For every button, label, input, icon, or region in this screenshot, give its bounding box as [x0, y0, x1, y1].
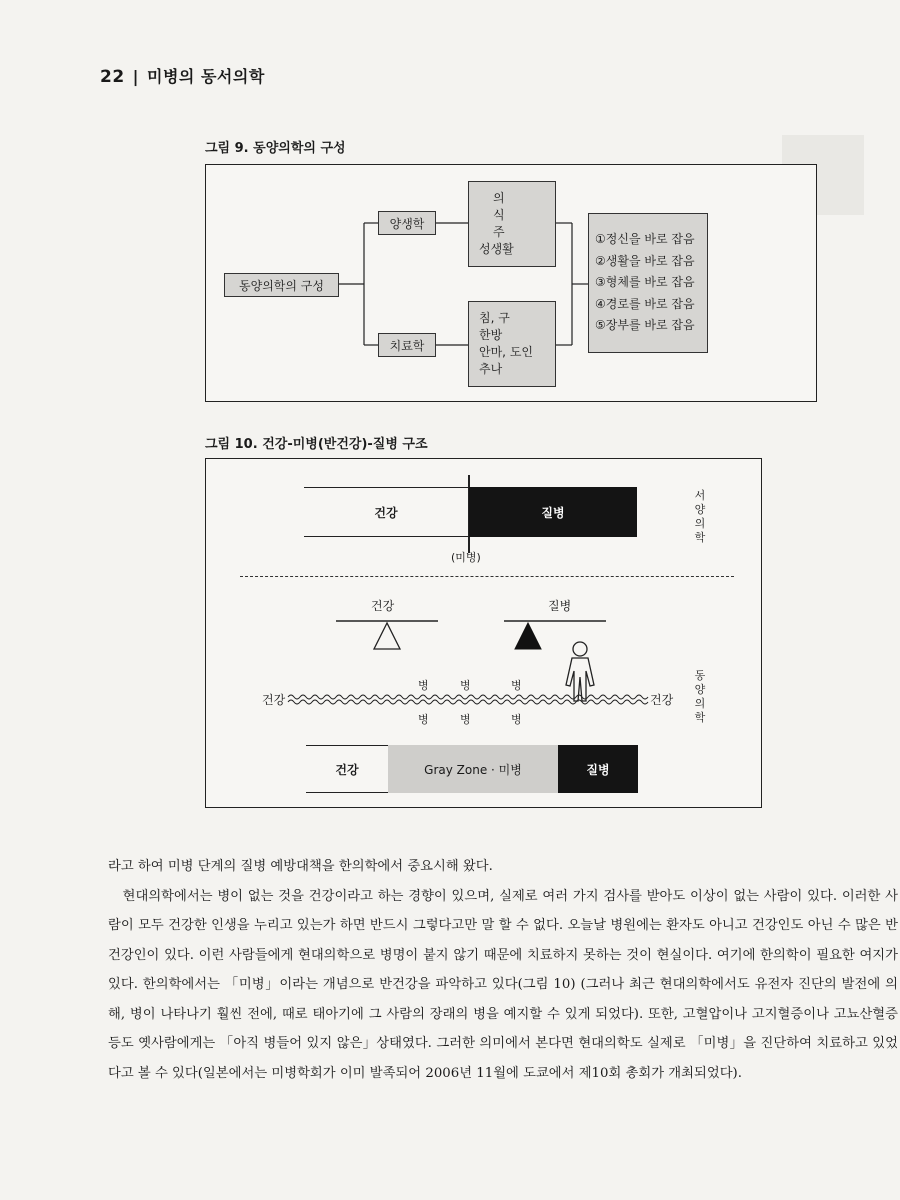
root-box: 동양의학의 구성 [224, 273, 339, 297]
side-char: 양 [694, 683, 706, 696]
header-separator: | [132, 67, 140, 86]
west-health-label: 건강 [374, 505, 398, 520]
figure10-title: 그림 10. 건강-미병(반건강)-질병 구조 [205, 437, 428, 452]
disease-fulcrum-icon [515, 623, 541, 649]
west-disease-label: 질병 [541, 505, 565, 520]
wave-right-label: 건강 [650, 693, 674, 707]
side-char: 양 [694, 503, 706, 516]
byeong-top-3: 병 [511, 679, 522, 692]
body-line-1: 라고 하여 미병 단계의 질병 예방대책을 한의학에서 중요시해 왔다. [108, 859, 493, 874]
list-item: 의 [493, 191, 505, 205]
list-item: ③형체를 바로 잡음 [595, 275, 695, 290]
yangsaeng-items [468, 181, 556, 267]
list-item: 안마, 도인 [479, 345, 533, 359]
list-item: ②생활을 바로 잡음 [595, 253, 695, 268]
person-icon [566, 642, 594, 701]
wave-left-label: 건강 [262, 693, 286, 707]
branch-chiryo: 치료학 [378, 333, 436, 357]
list-item: ⑤장부를 바로 잡음 [595, 318, 695, 333]
figure10-frame [205, 458, 762, 808]
side-char: 학 [694, 531, 706, 544]
side-char: 서 [694, 489, 706, 502]
scale-disease-label: 질병 [548, 599, 572, 613]
list-item: 성생활 [479, 242, 514, 256]
chiryo-items [468, 301, 556, 387]
wave-line [288, 695, 648, 699]
side-char: 학 [694, 711, 706, 724]
list-item: 주 [493, 225, 505, 239]
page-header [100, 64, 265, 87]
body-paragraph: 현대의학에서는 병이 없는 것을 건강이라고 하는 경향이 있으며, 실제로 여러 가지 검사를 받아도 이상이 없는 사람이 있다. 이러한 사람이 모두 건강한 인생을 누리고 있는가 하면 반드시 그렇다고만 말 할 수 없다. 오늘날 병원에는 환자도 아니고 건강인도 아닌 수 많은 반건강인이 있다. 이런 사람들에게 현대의학으로 병명이 붙지 않기 때문에 치료하지 못하는 것이 현실이다. 여기에 한의학이 필요한 여지가 있다. 한의학에서는 「미병」이라는 개념으로 반건강을 파악하고 있다(그림 10) (그러나 최근 현대의학에서도 유전자 진단의 발전에 의해, 병이 나타나기 훨씬 전에, 때로 태아기에 그 사람의 장래의 병을 예지할 수 있게 되었다). 또한, 고혈압이나 고지혈증이나 고뇨산혈증 등도 옛사람에게는 「아직 병들어 있지 않은」상태였다. 그러한 의미에서 본다면 현대의학도 실제로 「미병」을 진단하여 치료하고 있었다고 볼 수 있다(일본에서는 미병학회가 이미 발족되어 2006년 11월에 도쿄에서 제10회 총회가 개최되었다). [108, 888, 898, 1081]
bar-gray-zone [388, 745, 558, 793]
list-item: 한방 [479, 328, 503, 342]
byeong-bottom-2: 병 [460, 713, 471, 726]
side-char: 의 [694, 517, 706, 530]
list-item: 식 [493, 208, 505, 222]
east-side-label [693, 669, 707, 725]
book-title: 미병의 동서의학 [147, 67, 265, 86]
bar-health [306, 745, 388, 793]
page-number: 22 [100, 67, 125, 87]
list-item: ④경로를 바로 잡음 [595, 296, 695, 311]
bar-gray-label: Gray Zone · 미병 [424, 762, 522, 777]
mibyeong-label: (미병) [451, 551, 481, 564]
bar-health-label: 건강 [335, 762, 359, 777]
health-fulcrum-icon [374, 623, 400, 649]
byeong-top-2: 병 [460, 679, 471, 692]
list-item: ①정신을 바로 잡음 [595, 232, 695, 247]
list-item: 침, 구 [479, 311, 510, 325]
list-item: 추나 [479, 362, 503, 376]
byeong-top-1: 병 [418, 679, 429, 692]
body-text [108, 852, 898, 1088]
figure9-frame [205, 164, 817, 402]
side-char: 동 [694, 669, 706, 682]
side-char: 의 [694, 697, 706, 710]
wave-line [288, 700, 648, 704]
bar-disease-label: 질병 [586, 762, 610, 777]
scale-health-label: 건강 [371, 599, 395, 613]
principles-box [588, 213, 708, 353]
branch-yangsaeng: 양생학 [378, 211, 436, 235]
figure9-title: 그림 9. 동양의학의 구성 [205, 141, 346, 156]
bar-disease [558, 745, 638, 793]
byeong-bottom-3: 병 [511, 713, 522, 726]
byeong-bottom-1: 병 [418, 713, 429, 726]
